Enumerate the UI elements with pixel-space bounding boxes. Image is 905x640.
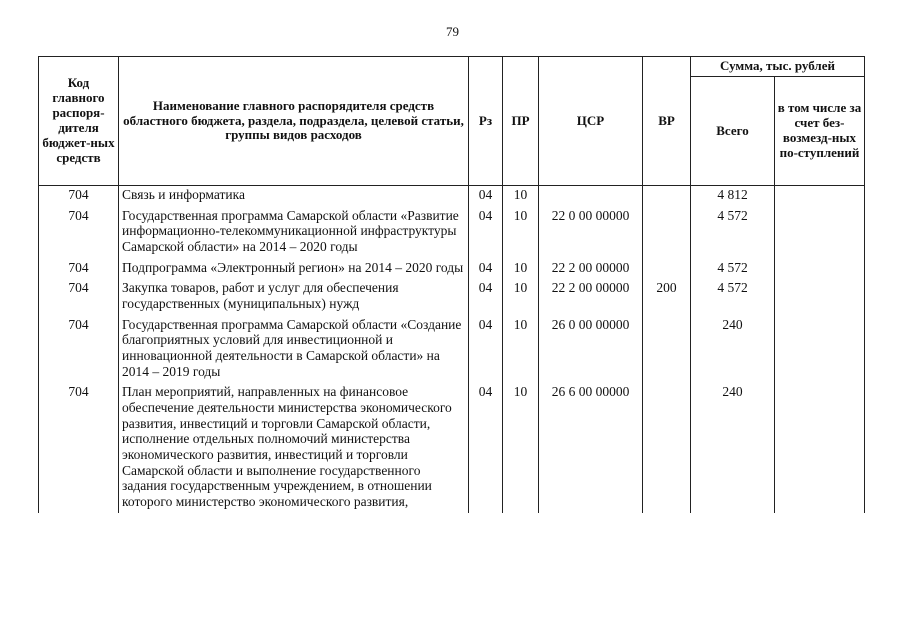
header-csr: ЦСР [539,57,643,186]
cell-pr: 10 [503,279,539,315]
budget-table [38,56,865,513]
cell-vtom [775,279,865,315]
table-row [39,207,865,259]
cell-vr [643,259,691,280]
cell-csr: 26 6 00 00000 [539,383,643,513]
cell-vtom [775,259,865,280]
cell-vtom [775,316,865,384]
cell-kod: 704 [39,383,119,513]
header-pr: ПР [503,57,539,186]
cell-vr [643,207,691,259]
page-number: 79 [446,24,459,39]
cell-rz: 04 [469,186,503,207]
cell-vsego: 4 812 [691,186,775,207]
cell-vtom [775,383,865,513]
cell-name: Связь и информатика [119,186,469,207]
cell-name: Государственная программа Самарской области «Создание благоприятных условий для инвестиционной и инновационной деятельности в Самарской области» на 2014 – 2019 годы [119,316,469,384]
cell-vsego: 4 572 [691,259,775,280]
header-rz: Рз [469,57,503,186]
cell-pr: 10 [503,316,539,384]
header-kod: Код главного распоря-дителя бюджет-ных средств [39,57,119,186]
cell-rz: 04 [469,316,503,384]
cell-rz: 04 [469,259,503,280]
cell-vr [643,383,691,513]
table-row [39,316,865,384]
cell-rz: 04 [469,279,503,315]
cell-vsego: 4 572 [691,279,775,315]
header-vsego: Всего [691,77,775,186]
cell-vsego: 240 [691,383,775,513]
cell-pr: 10 [503,383,539,513]
header-name: Наименование главного распорядителя средств областного бюджета, раздела, подраздела, целевой статьи, группы видов расходов [119,57,469,186]
table-row [39,186,865,207]
cell-csr: 22 2 00 00000 [539,279,643,315]
cell-rz: 04 [469,207,503,259]
header-sum-group: Сумма, тыс. рублей [691,57,865,77]
cell-vr [643,186,691,207]
cell-rz: 04 [469,383,503,513]
cell-name: Государственная программа Самарской области «Развитие информационно-телекоммуникационной инфраструктуры Самарской области» на 2014 – 2020 годы [119,207,469,259]
table-row [39,259,865,280]
cell-kod: 704 [39,259,119,280]
cell-vsego: 4 572 [691,207,775,259]
cell-vtom [775,186,865,207]
header-vr: ВР [643,57,691,186]
cell-pr: 10 [503,186,539,207]
cell-csr [539,186,643,207]
cell-name: План мероприятий, направленных на финансовое обеспечение деятельности министерства экономического развития, инвестиций и торговли Самарской области, исполнение отдельных полномочий министерства экономического развития, инвестиций и торговли Самарской области и выполнение государственного задания государственным учреждением, в отношении которого министерство экономического развития, [119,383,469,513]
table-row [39,279,865,315]
cell-pr: 10 [503,207,539,259]
cell-vr: 200 [643,279,691,315]
cell-vsego: 240 [691,316,775,384]
cell-name: Подпрограмма «Электронный регион» на 2014 – 2020 годы [119,259,469,280]
cell-vtom [775,207,865,259]
cell-kod: 704 [39,186,119,207]
cell-csr: 22 2 00 00000 [539,259,643,280]
cell-kod: 704 [39,279,119,315]
cell-kod: 704 [39,316,119,384]
cell-csr: 26 0 00 00000 [539,316,643,384]
table-row [39,383,865,513]
cell-name: Закупка товаров, работ и услуг для обеспечения государственных (муниципальных) нужд [119,279,469,315]
cell-pr: 10 [503,259,539,280]
cell-kod: 704 [39,207,119,259]
cell-vr [643,316,691,384]
cell-csr: 22 0 00 00000 [539,207,643,259]
header-vtom: в том числе за счет без-возмезд-ных по-ступлений [775,77,865,186]
